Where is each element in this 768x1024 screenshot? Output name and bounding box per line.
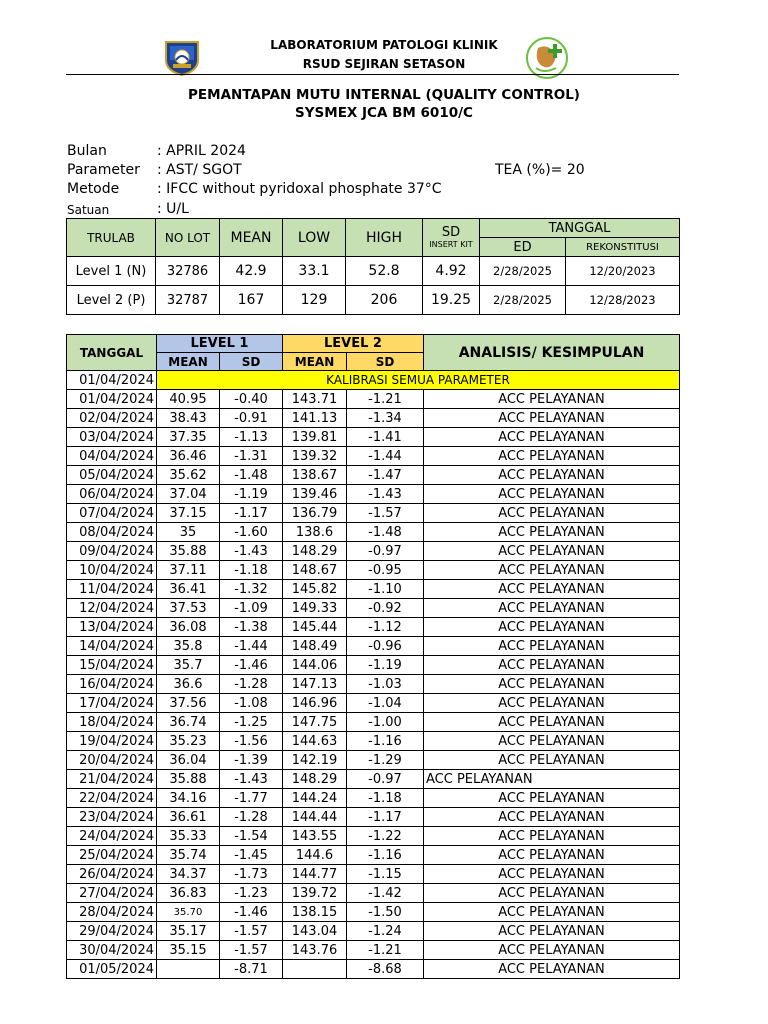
analisis-cell: ACC PELAYANAN — [424, 599, 680, 618]
level1-mean-cell: 36.46 — [157, 447, 220, 466]
calibration-date: 01/04/2024 — [67, 371, 157, 390]
analisis-cell: ACC PELAYANAN — [424, 751, 680, 770]
level1-sd-cell: -1.60 — [220, 523, 283, 542]
level2-sd-cell: -1.21 — [347, 941, 424, 960]
level2-sd-cell: -1.12 — [347, 618, 424, 637]
control-high-cell: 52.8 — [346, 257, 423, 286]
qc-date-cell: 27/04/2024 — [67, 884, 157, 903]
qc-row — [67, 599, 680, 618]
hospital-name: RSUD SEJIRAN SETASON — [302, 57, 466, 71]
analisis-cell: ACC PELAYANAN — [424, 694, 680, 713]
level1-sd-cell: -8.71 — [220, 960, 283, 979]
analisis-cell: ACC PELAYANAN — [424, 542, 680, 561]
level1-sd-cell: -0.91 — [220, 409, 283, 428]
qc-date-cell: 09/04/2024 — [67, 542, 157, 561]
level2-mean-cell: 143.76 — [283, 941, 347, 960]
level2-sd-cell: -1.50 — [347, 903, 424, 922]
level2-mean-cell — [283, 960, 347, 979]
analisis-cell: ACC PELAYANAN — [424, 428, 680, 447]
level2-mean-cell: 136.79 — [283, 504, 347, 523]
qc-row — [67, 656, 680, 675]
level1-sd-cell: -1.43 — [220, 770, 283, 789]
level1-sd-cell: -1.43 — [220, 542, 283, 561]
level2-mean-cell: 139.46 — [283, 485, 347, 504]
level1-mean-cell: 37.35 — [157, 428, 220, 447]
qc-daily-table — [66, 334, 680, 979]
level2-sd-cell: -1.44 — [347, 447, 424, 466]
level1-sd-cell: -1.38 — [220, 618, 283, 637]
analisis-header: ANALISIS/ KESIMPULAN — [424, 335, 680, 371]
qc-row — [67, 827, 680, 846]
qc-row — [67, 447, 680, 466]
level2-sd-cell: -1.04 — [347, 694, 424, 713]
level2-sd-cell: -1.48 — [347, 523, 424, 542]
qc-row — [67, 808, 680, 827]
level1-sd-cell: -1.57 — [220, 922, 283, 941]
level1-mean-cell: 36.61 — [157, 808, 220, 827]
qc-date-cell: 25/04/2024 — [67, 846, 157, 865]
control-sd-cell: 4.92 — [423, 257, 480, 286]
level1-mean-cell: 35.33 — [157, 827, 220, 846]
analisis-cell: ACC PELAYANAN — [424, 960, 680, 979]
control-material-table — [66, 218, 680, 315]
qc-row — [67, 922, 680, 941]
qc-row — [67, 390, 680, 409]
level2-sd-cell: -1.19 — [347, 656, 424, 675]
level1-sd-cell: -1.46 — [220, 903, 283, 922]
level2-mean-cell: 148.29 — [283, 542, 347, 561]
level1-sd-cell: -1.44 — [220, 637, 283, 656]
qc-date-cell: 29/04/2024 — [67, 922, 157, 941]
level2-sd-cell: -1.29 — [347, 751, 424, 770]
header-divider — [66, 74, 679, 75]
level2-sd-cell: -8.68 — [347, 960, 424, 979]
level2-mean-cell: 144.24 — [283, 789, 347, 808]
level2-mean-cell: 147.13 — [283, 675, 347, 694]
level1-sd-cell: -1.23 — [220, 884, 283, 903]
level2-mean-cell: 139.32 — [283, 447, 347, 466]
level1-mean-cell: 35.15 — [157, 941, 220, 960]
rekonstitusi-header: REKONSTITUSI — [566, 238, 680, 257]
level2-sd-cell: -1.57 — [347, 504, 424, 523]
qc-date-cell: 07/04/2024 — [67, 504, 157, 523]
qc-date-cell: 08/04/2024 — [67, 523, 157, 542]
level2-mean-cell: 142.19 — [283, 751, 347, 770]
level2-mean-cell: 138.67 — [283, 466, 347, 485]
qc-date-cell: 26/04/2024 — [67, 865, 157, 884]
qc-date-cell: 24/04/2024 — [67, 827, 157, 846]
level1-sd-cell: -1.17 — [220, 504, 283, 523]
level1-sd-cell: -1.18 — [220, 561, 283, 580]
qc-row — [67, 504, 680, 523]
level1-sd-cell: -1.09 — [220, 599, 283, 618]
qc-date-cell: 01/04/2024 — [67, 390, 157, 409]
qc-row — [67, 846, 680, 865]
level2-mean-cell: 148.29 — [283, 770, 347, 789]
level2-mean-cell: 149.33 — [283, 599, 347, 618]
level1-mean-cell: 36.74 — [157, 713, 220, 732]
analisis-cell: ACC PELAYANAN — [424, 675, 680, 694]
level2-mean-cell: 144.77 — [283, 865, 347, 884]
qc-date-cell: 22/04/2024 — [67, 789, 157, 808]
qc-date-cell: 03/04/2024 — [67, 428, 157, 447]
control-low-cell: 129 — [283, 286, 346, 315]
control-mean-cell: 42.9 — [220, 257, 283, 286]
control-mean-cell: 167 — [220, 286, 283, 315]
level1-mean-cell: 35.88 — [157, 542, 220, 561]
qc-date-cell: 14/04/2024 — [67, 637, 157, 656]
qc-row — [67, 732, 680, 751]
level2-mean-cell: 146.96 — [283, 694, 347, 713]
level1-mean-cell: 35.23 — [157, 732, 220, 751]
level1-mean-cell: 36.83 — [157, 884, 220, 903]
analisis-cell: ACC PELAYANAN — [424, 618, 680, 637]
qc-date-cell: 21/04/2024 — [67, 770, 157, 789]
level1-sd-cell: -1.46 — [220, 656, 283, 675]
qc-row — [67, 618, 680, 637]
qc-row — [67, 713, 680, 732]
level1-mean-cell: 34.37 — [157, 865, 220, 884]
control-no-lot-cell: 32787 — [156, 286, 220, 315]
qc-row — [67, 409, 680, 428]
level2-sd-header: SD — [347, 353, 424, 371]
qc-row — [67, 960, 680, 979]
control-sd-cell: 19.25 — [423, 286, 480, 315]
instrument-title: SYSMEX JCA BM 6010/C — [295, 105, 473, 121]
analisis-cell: ACC PELAYANAN — [424, 523, 680, 542]
analisis-cell: ACC PELAYANAN — [424, 409, 680, 428]
level2-mean-cell: 141.13 — [283, 409, 347, 428]
level2-mean-cell: 139.81 — [283, 428, 347, 447]
level1-mean-cell: 37.53 — [157, 599, 220, 618]
level1-sd-header: SD — [220, 353, 283, 371]
level2-sd-cell: -1.18 — [347, 789, 424, 808]
sd-header-sub: INSERT KIT — [429, 240, 473, 249]
qc-date-cell: 05/04/2024 — [67, 466, 157, 485]
level1-sd-cell: -1.08 — [220, 694, 283, 713]
level1-sd-cell: -1.45 — [220, 846, 283, 865]
analisis-cell: ACC PELAYANAN — [424, 504, 680, 523]
level2-sd-cell: -1.03 — [347, 675, 424, 694]
parameter-value: : AST/ SGOT — [157, 162, 242, 178]
satuan-label: Satuan — [67, 203, 110, 217]
analisis-cell: ACC PELAYANAN — [424, 884, 680, 903]
level2-sd-cell: -1.41 — [347, 428, 424, 447]
control-low-cell: 33.1 — [283, 257, 346, 286]
qc-row — [67, 523, 680, 542]
level1-mean-cell: 37.04 — [157, 485, 220, 504]
qc-date-cell: 12/04/2024 — [67, 599, 157, 618]
analisis-cell: ACC PELAYANAN — [424, 713, 680, 732]
level2-mean-cell: 144.6 — [283, 846, 347, 865]
qc-date-cell: 11/04/2024 — [67, 580, 157, 599]
lab-name: LABORATORIUM PATOLOGI KLINIK — [270, 38, 498, 52]
analisis-cell: ACC PELAYANAN — [424, 732, 680, 751]
level2-mean-header: MEAN — [283, 353, 347, 371]
level1-sd-cell: -1.48 — [220, 466, 283, 485]
level2-sd-cell: -0.96 — [347, 637, 424, 656]
analisis-cell: ACC PELAYANAN — [424, 827, 680, 846]
level2-mean-cell: 148.49 — [283, 637, 347, 656]
level1-mean-cell: 35.70 — [157, 903, 220, 922]
analisis-cell: ACC PELAYANAN — [424, 903, 680, 922]
qc-date-cell: 28/04/2024 — [67, 903, 157, 922]
level2-sd-cell: -0.97 — [347, 542, 424, 561]
qc-date-cell: 18/04/2024 — [67, 713, 157, 732]
mean-header: MEAN — [220, 219, 283, 257]
metode-value: : IFCC without pyridoxal phosphate 37°C — [157, 181, 442, 197]
qc-row — [67, 865, 680, 884]
qc-date-cell: 13/04/2024 — [67, 618, 157, 637]
level1-sd-cell: -1.32 — [220, 580, 283, 599]
analisis-cell: ACC PELAYANAN — [424, 390, 680, 409]
analisis-cell: ACC PELAYANAN — [424, 770, 680, 789]
level1-mean-cell: 34.16 — [157, 789, 220, 808]
analisis-cell: ACC PELAYANAN — [424, 808, 680, 827]
level2-sd-cell: -1.10 — [347, 580, 424, 599]
qc-row — [67, 675, 680, 694]
qc-row — [67, 561, 680, 580]
level1-sd-cell: -1.57 — [220, 941, 283, 960]
analisis-cell: ACC PELAYANAN — [424, 485, 680, 504]
control-row — [67, 257, 680, 286]
level2-sd-cell: -1.22 — [347, 827, 424, 846]
level1-mean-cell: 36.6 — [157, 675, 220, 694]
qc-date-cell: 15/04/2024 — [67, 656, 157, 675]
level1-mean-cell: 35 — [157, 523, 220, 542]
no-lot-header: NO LOT — [156, 219, 220, 257]
qc-row — [67, 770, 680, 789]
level1-sd-cell: -1.54 — [220, 827, 283, 846]
control-rekonstitusi-cell: 12/20/2023 — [566, 257, 680, 286]
qc-row — [67, 485, 680, 504]
analisis-cell: ACC PELAYANAN — [424, 941, 680, 960]
bulan-label: Bulan — [67, 143, 107, 159]
control-trulab-cell: Level 2 (P) — [67, 286, 156, 315]
qc-date-cell: 20/04/2024 — [67, 751, 157, 770]
sd-header — [423, 219, 480, 257]
qc-row — [67, 466, 680, 485]
level1-sd-cell: -1.28 — [220, 808, 283, 827]
control-ed-cell: 2/28/2025 — [480, 257, 566, 286]
level2-sd-cell: -1.34 — [347, 409, 424, 428]
level1-sd-cell: -1.73 — [220, 865, 283, 884]
qc-date-cell: 19/04/2024 — [67, 732, 157, 751]
level1-mean-cell — [157, 960, 220, 979]
level2-mean-cell: 139.72 — [283, 884, 347, 903]
satuan-value: : U/L — [157, 201, 189, 217]
level2-mean-cell: 143.55 — [283, 827, 347, 846]
level1-sd-cell: -0.40 — [220, 390, 283, 409]
level2-sd-cell: -0.92 — [347, 599, 424, 618]
qc-date-cell: 01/05/2024 — [67, 960, 157, 979]
level2-sd-cell: -1.47 — [347, 466, 424, 485]
level2-mean-cell: 148.67 — [283, 561, 347, 580]
level1-mean-cell: 35.62 — [157, 466, 220, 485]
analisis-cell: ACC PELAYANAN — [424, 466, 680, 485]
level2-sd-cell: -0.97 — [347, 770, 424, 789]
qc-date-cell: 23/04/2024 — [67, 808, 157, 827]
control-rekonstitusi-cell: 12/28/2023 — [566, 286, 680, 315]
qc-date-cell: 02/04/2024 — [67, 409, 157, 428]
level1-sd-cell: -1.39 — [220, 751, 283, 770]
level2-sd-cell: -1.42 — [347, 884, 424, 903]
tanggal-header: TANGGAL — [480, 219, 680, 238]
sd-header-label: SD — [441, 225, 461, 240]
low-header: LOW — [283, 219, 346, 257]
level1-sd-cell: -1.25 — [220, 713, 283, 732]
qc-row — [67, 637, 680, 656]
level2-mean-cell: 147.75 — [283, 713, 347, 732]
level1-sd-cell: -1.77 — [220, 789, 283, 808]
level2-sd-cell: -1.21 — [347, 390, 424, 409]
calibration-note: KALIBRASI SEMUA PARAMETER — [157, 371, 680, 390]
level2-sd-cell: -1.24 — [347, 922, 424, 941]
level1-header: LEVEL 1 — [157, 335, 283, 353]
control-ed-cell: 2/28/2025 — [480, 286, 566, 315]
level2-mean-cell: 145.44 — [283, 618, 347, 637]
level1-sd-cell: -1.56 — [220, 732, 283, 751]
control-high-cell: 206 — [346, 286, 423, 315]
qc-row — [67, 428, 680, 447]
level2-mean-cell: 138.6 — [283, 523, 347, 542]
level1-mean-cell: 36.04 — [157, 751, 220, 770]
level2-sd-cell: -1.17 — [347, 808, 424, 827]
qc-row — [67, 941, 680, 960]
level1-mean-cell: 35.7 — [157, 656, 220, 675]
analisis-cell: ACC PELAYANAN — [424, 656, 680, 675]
qc-row — [67, 694, 680, 713]
control-no-lot-cell: 32786 — [156, 257, 220, 286]
level2-mean-cell: 144.06 — [283, 656, 347, 675]
level1-sd-cell: -1.28 — [220, 675, 283, 694]
level1-mean-cell: 35.88 — [157, 770, 220, 789]
level1-mean-cell: 36.41 — [157, 580, 220, 599]
high-header: HIGH — [346, 219, 423, 257]
bulan-value: : APRIL 2024 — [157, 143, 246, 159]
level2-mean-cell: 138.15 — [283, 903, 347, 922]
calibration-row — [67, 371, 680, 390]
level1-mean-header: MEAN — [157, 353, 220, 371]
analisis-cell: ACC PELAYANAN — [424, 865, 680, 884]
level2-sd-cell: -1.16 — [347, 732, 424, 751]
level1-sd-cell: -1.13 — [220, 428, 283, 447]
analisis-cell: ACC PELAYANAN — [424, 789, 680, 808]
level1-sd-cell: -1.31 — [220, 447, 283, 466]
level2-header: LEVEL 2 — [283, 335, 424, 353]
level2-sd-cell: -1.16 — [347, 846, 424, 865]
level1-mean-cell: 36.08 — [157, 618, 220, 637]
metode-label: Metode — [67, 181, 120, 197]
level1-mean-cell: 35.8 — [157, 637, 220, 656]
level1-mean-cell: 37.15 — [157, 504, 220, 523]
analisis-cell: ACC PELAYANAN — [424, 447, 680, 466]
qc-row — [67, 903, 680, 922]
level1-sd-cell: -1.19 — [220, 485, 283, 504]
qc-row — [67, 789, 680, 808]
level1-mean-cell: 35.17 — [157, 922, 220, 941]
level1-mean-cell: 37.56 — [157, 694, 220, 713]
analisis-cell: ACC PELAYANAN — [424, 922, 680, 941]
level1-mean-cell: 40.95 — [157, 390, 220, 409]
analisis-cell: ACC PELAYANAN — [424, 846, 680, 865]
level2-mean-cell: 143.71 — [283, 390, 347, 409]
document-title: PEMANTAPAN MUTU INTERNAL (QUALITY CONTROL) — [188, 87, 580, 103]
level1-mean-cell: 38.43 — [157, 409, 220, 428]
level2-sd-cell: -1.43 — [347, 485, 424, 504]
qc-row — [67, 884, 680, 903]
trulab-header: TRULAB — [67, 219, 156, 257]
parameter-label: Parameter — [67, 162, 140, 178]
level1-mean-cell: 35.74 — [157, 846, 220, 865]
level2-sd-cell: -0.95 — [347, 561, 424, 580]
analisis-cell: ACC PELAYANAN — [424, 637, 680, 656]
level2-sd-cell: -1.15 — [347, 865, 424, 884]
tea-value: TEA (%)= 20 — [495, 162, 585, 178]
qc-row — [67, 580, 680, 599]
qc-row — [67, 751, 680, 770]
control-trulab-cell: Level 1 (N) — [67, 257, 156, 286]
qc-date-cell: 17/04/2024 — [67, 694, 157, 713]
qc-date-cell: 04/04/2024 — [67, 447, 157, 466]
qc-date-cell: 16/04/2024 — [67, 675, 157, 694]
level2-mean-cell: 144.63 — [283, 732, 347, 751]
level2-mean-cell: 143.04 — [283, 922, 347, 941]
level2-mean-cell: 144.44 — [283, 808, 347, 827]
level1-mean-cell: 37.11 — [157, 561, 220, 580]
analisis-cell: ACC PELAYANAN — [424, 561, 680, 580]
ed-header: ED — [480, 238, 566, 257]
control-row — [67, 286, 680, 315]
qc-date-cell: 06/04/2024 — [67, 485, 157, 504]
tanggal-column-header: TANGGAL — [67, 335, 157, 371]
qc-date-cell: 30/04/2024 — [67, 941, 157, 960]
analisis-cell: ACC PELAYANAN — [424, 580, 680, 599]
qc-row — [67, 542, 680, 561]
level2-sd-cell: -1.00 — [347, 713, 424, 732]
qc-date-cell: 10/04/2024 — [67, 561, 157, 580]
level2-mean-cell: 145.82 — [283, 580, 347, 599]
